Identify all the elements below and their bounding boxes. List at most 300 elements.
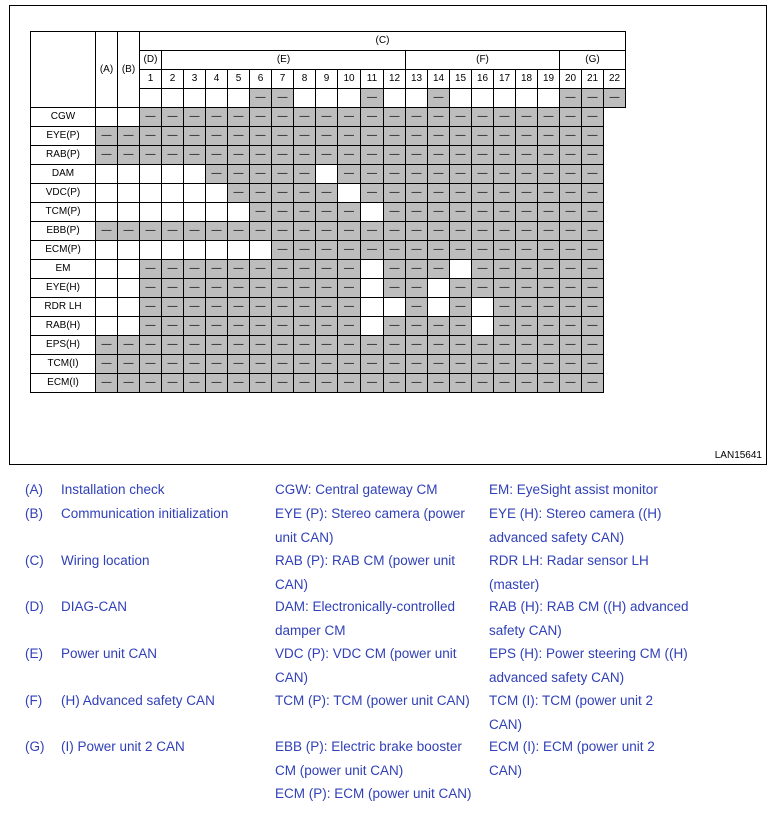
- dash-cell: —: [472, 146, 494, 165]
- dash-cell: —: [450, 317, 472, 336]
- blank-cell: [516, 89, 538, 108]
- dash-cell: —: [406, 222, 428, 241]
- table-row: [31, 146, 626, 165]
- dash-cell: —: [516, 203, 538, 222]
- dash-cell: —: [184, 336, 206, 355]
- blank-cell: [162, 241, 184, 260]
- group-header-f: (F): [406, 51, 560, 70]
- column-number: 8: [294, 70, 316, 89]
- dash-cell: —: [361, 222, 384, 241]
- dash-cell: —: [450, 222, 472, 241]
- row-label: TCM(I): [31, 355, 96, 374]
- dash-cell: —: [316, 108, 338, 127]
- dash-cell: —: [338, 108, 361, 127]
- dash-cell: —: [228, 279, 250, 298]
- dash-cell: —: [560, 127, 582, 146]
- dash-cell: —: [162, 279, 184, 298]
- dash-cell: —: [206, 108, 228, 127]
- blank-cell: [96, 260, 118, 279]
- dash-cell: —: [206, 317, 228, 336]
- dash-cell: —: [361, 184, 384, 203]
- figure-id: LAN15641: [714, 450, 762, 461]
- dash-cell: —: [494, 317, 516, 336]
- dash-cell: —: [472, 241, 494, 260]
- table-row: [31, 260, 626, 279]
- dash-cell: —: [560, 355, 582, 374]
- dash-cell: —: [538, 146, 560, 165]
- dash-cell: —: [250, 222, 272, 241]
- dash-cell: —: [582, 374, 604, 393]
- abbreviation-item: ECM (I): ECM (power unit 2 CAN): [489, 739, 655, 778]
- dash-cell: —: [582, 127, 604, 146]
- dash-cell: —: [494, 127, 516, 146]
- table-row: [31, 222, 626, 241]
- group-header-b: (B): [118, 32, 140, 108]
- dash-cell: —: [472, 108, 494, 127]
- dash-cell: —: [206, 355, 228, 374]
- dash-cell: —: [406, 127, 428, 146]
- blank-cell: [96, 279, 118, 298]
- dash-cell: —: [184, 298, 206, 317]
- dash-cell: —: [272, 222, 294, 241]
- dash-cell: —: [582, 146, 604, 165]
- dash-cell: —: [140, 279, 162, 298]
- dash-cell: —: [582, 203, 604, 222]
- dash-cell: —: [538, 222, 560, 241]
- row-label: ECM(I): [31, 374, 96, 393]
- dash-cell: —: [96, 355, 118, 374]
- column-number: 14: [428, 70, 450, 89]
- dash-cell: —: [406, 241, 428, 260]
- dash-cell: —: [428, 336, 450, 355]
- dash-cell: —: [384, 165, 406, 184]
- blank-cell: [162, 203, 184, 222]
- dash-cell: —: [450, 336, 472, 355]
- dash-cell: —: [538, 336, 560, 355]
- dash-cell: —: [472, 127, 494, 146]
- dash-cell: —: [428, 146, 450, 165]
- dash-cell: —: [250, 279, 272, 298]
- dash-cell: —: [538, 279, 560, 298]
- dash-cell: —: [184, 317, 206, 336]
- dash-cell: —: [538, 184, 560, 203]
- dash-cell: —: [228, 336, 250, 355]
- column-number: 9: [316, 70, 338, 89]
- dash-cell: —: [316, 355, 338, 374]
- abbreviation-item: EM: EyeSight assist monitor: [489, 482, 658, 497]
- abbreviation-item: ECM (P): ECM (power unit CAN): [275, 786, 472, 801]
- dash-cell: —: [494, 355, 516, 374]
- dash-cell: —: [272, 317, 294, 336]
- dash-cell: —: [428, 127, 450, 146]
- dash-cell: —: [316, 222, 338, 241]
- dash-cell: —: [406, 336, 428, 355]
- communication-matrix-table: [30, 31, 626, 393]
- dash-cell: —: [338, 203, 361, 222]
- dash-cell: —: [494, 241, 516, 260]
- dash-cell: —: [338, 165, 361, 184]
- dash-cell: —: [516, 355, 538, 374]
- dash-cell: —: [272, 260, 294, 279]
- row-label: RAB(P): [31, 146, 96, 165]
- dash-cell: —: [406, 279, 428, 298]
- dash-cell: —: [361, 336, 384, 355]
- dash-cell: —: [406, 108, 428, 127]
- blank-cell: [162, 89, 184, 108]
- blank-cell: [118, 108, 140, 127]
- dash-cell: —: [140, 374, 162, 393]
- dash-cell: —: [428, 108, 450, 127]
- table-row: [31, 108, 626, 127]
- dash-cell: —: [406, 317, 428, 336]
- blank-cell: [118, 184, 140, 203]
- dash-cell: —: [316, 279, 338, 298]
- dash-cell: —: [582, 336, 604, 355]
- dash-cell: —: [250, 146, 272, 165]
- legend-code: (C): [25, 553, 44, 568]
- blank-cell: [118, 298, 140, 317]
- dash-cell: —: [272, 108, 294, 127]
- blank-cell: [140, 241, 162, 260]
- dash-cell: —: [162, 260, 184, 279]
- dash-cell: —: [206, 336, 228, 355]
- dash-cell: —: [560, 89, 582, 108]
- dash-cell: —: [228, 127, 250, 146]
- blank-cell: [450, 89, 472, 108]
- dash-cell: —: [316, 241, 338, 260]
- corner-cell: [31, 32, 96, 108]
- blank-cell: [472, 298, 494, 317]
- dash-cell: —: [184, 146, 206, 165]
- row-label: CGW: [31, 108, 96, 127]
- dash-cell: —: [516, 127, 538, 146]
- figure-frame: [9, 5, 767, 465]
- dash-cell: —: [316, 317, 338, 336]
- abbreviation-item: TCM (P): TCM (power unit CAN): [275, 693, 470, 708]
- dash-cell: —: [406, 184, 428, 203]
- dash-cell: —: [494, 203, 516, 222]
- blank-cell: [472, 317, 494, 336]
- dash-cell: —: [294, 203, 316, 222]
- legend-code: (B): [25, 506, 43, 521]
- dash-cell: —: [96, 336, 118, 355]
- dash-cell: —: [472, 336, 494, 355]
- table-row: [31, 184, 626, 203]
- dash-cell: —: [162, 374, 184, 393]
- dash-cell: —: [384, 203, 406, 222]
- dash-cell: —: [140, 127, 162, 146]
- dash-cell: —: [560, 241, 582, 260]
- column-number: 10: [338, 70, 361, 89]
- dash-cell: —: [184, 108, 206, 127]
- dash-cell: —: [140, 317, 162, 336]
- dash-cell: —: [384, 241, 406, 260]
- dash-cell: —: [494, 108, 516, 127]
- dash-cell: —: [450, 279, 472, 298]
- dash-cell: —: [494, 184, 516, 203]
- dash-cell: —: [384, 108, 406, 127]
- dash-cell: —: [494, 298, 516, 317]
- dash-cell: —: [582, 184, 604, 203]
- dash-cell: —: [428, 355, 450, 374]
- blank-cell: [361, 279, 384, 298]
- column-number: 21: [582, 70, 604, 89]
- blank-cell: [118, 241, 140, 260]
- dash-cell: —: [184, 355, 206, 374]
- dash-cell: —: [294, 317, 316, 336]
- dash-cell: —: [294, 260, 316, 279]
- dash-cell: —: [361, 127, 384, 146]
- dash-cell: —: [316, 260, 338, 279]
- dash-cell: —: [384, 317, 406, 336]
- column-number: 3: [184, 70, 206, 89]
- dash-cell: —: [384, 355, 406, 374]
- dash-cell: —: [316, 203, 338, 222]
- dash-cell: —: [406, 374, 428, 393]
- dash-cell: —: [450, 241, 472, 260]
- dash-cell: —: [582, 165, 604, 184]
- dash-cell: —: [472, 374, 494, 393]
- dash-cell: —: [582, 260, 604, 279]
- dash-cell: —: [338, 222, 361, 241]
- dash-cell: —: [250, 260, 272, 279]
- dash-cell: —: [450, 355, 472, 374]
- dash-cell: —: [428, 241, 450, 260]
- table-row: [31, 203, 626, 222]
- dash-cell: —: [361, 165, 384, 184]
- dash-cell: —: [582, 355, 604, 374]
- dash-cell: —: [272, 279, 294, 298]
- dash-cell: —: [472, 184, 494, 203]
- dash-cell: —: [184, 374, 206, 393]
- column-number: 2: [162, 70, 184, 89]
- abbreviation-item: DAM: Electronically-controlled damper CM: [275, 599, 456, 638]
- dash-cell: —: [582, 317, 604, 336]
- dash-cell: —: [516, 108, 538, 127]
- column-number: 6: [250, 70, 272, 89]
- dash-cell: —: [560, 260, 582, 279]
- dash-cell: —: [516, 336, 538, 355]
- dash-cell: —: [118, 336, 140, 355]
- dash-cell: —: [538, 108, 560, 127]
- dash-cell: —: [316, 336, 338, 355]
- row-label: EM: [31, 260, 96, 279]
- dash-cell: —: [272, 146, 294, 165]
- dash-cell: —: [294, 355, 316, 374]
- legend-code-text: DIAG-CAN: [61, 599, 128, 614]
- dash-cell: —: [384, 279, 406, 298]
- dash-cell: —: [516, 260, 538, 279]
- dash-cell: —: [294, 298, 316, 317]
- blank-cell: [228, 241, 250, 260]
- dash-cell: —: [338, 298, 361, 317]
- table-row: [31, 374, 626, 393]
- dash-cell: —: [294, 108, 316, 127]
- abbreviation-item: RAB (H): RAB CM ((H) advanced safety CAN): [489, 599, 689, 638]
- dash-cell: —: [428, 317, 450, 336]
- dash-cell: —: [384, 374, 406, 393]
- dash-cell: —: [162, 317, 184, 336]
- dash-cell: —: [560, 279, 582, 298]
- dash-cell: —: [316, 146, 338, 165]
- blank-cell: [184, 184, 206, 203]
- dash-cell: —: [316, 374, 338, 393]
- dash-cell: —: [118, 355, 140, 374]
- dash-cell: —: [406, 165, 428, 184]
- legend-code-text: Communication initialization: [61, 506, 229, 521]
- dash-cell: —: [184, 279, 206, 298]
- dash-cell: —: [272, 127, 294, 146]
- blank-cell: [140, 89, 162, 108]
- blank-cell: [96, 317, 118, 336]
- dash-cell: —: [338, 279, 361, 298]
- dash-cell: —: [384, 146, 406, 165]
- group-header-d: (D): [140, 51, 162, 70]
- blank-cell: [96, 165, 118, 184]
- row-label: ECM(P): [31, 241, 96, 260]
- blank-cell: [294, 89, 316, 108]
- dash-cell: —: [250, 184, 272, 203]
- blank-cell: [96, 241, 118, 260]
- blank-cell: [316, 89, 338, 108]
- dash-cell: —: [361, 355, 384, 374]
- blank-cell: [96, 108, 118, 127]
- dash-cell: —: [494, 336, 516, 355]
- column-number: 12: [384, 70, 406, 89]
- blank-cell: [250, 241, 272, 260]
- dash-cell: —: [538, 203, 560, 222]
- column-number: 17: [494, 70, 516, 89]
- row-label: EYE(H): [31, 279, 96, 298]
- dash-cell: —: [560, 203, 582, 222]
- dash-cell: —: [316, 298, 338, 317]
- blank-cell: [338, 184, 361, 203]
- dash-cell: —: [206, 260, 228, 279]
- dash-cell: —: [206, 279, 228, 298]
- dash-cell: —: [250, 165, 272, 184]
- dash-cell: —: [272, 336, 294, 355]
- dash-cell: —: [450, 127, 472, 146]
- dash-cell: —: [516, 165, 538, 184]
- dash-cell: —: [406, 355, 428, 374]
- row-label: EPS(H): [31, 336, 96, 355]
- dash-cell: —: [338, 336, 361, 355]
- header-row-1: [31, 32, 626, 51]
- dash-cell: —: [538, 374, 560, 393]
- table-row: [31, 241, 626, 260]
- dash-cell: —: [516, 184, 538, 203]
- dash-cell: —: [582, 279, 604, 298]
- blank-cell: [140, 203, 162, 222]
- blank-cell: [472, 89, 494, 108]
- dash-cell: —: [272, 298, 294, 317]
- dash-cell: —: [516, 222, 538, 241]
- dash-cell: —: [538, 298, 560, 317]
- dash-cell: —: [118, 127, 140, 146]
- dash-cell: —: [272, 89, 294, 108]
- dash-cell: —: [228, 374, 250, 393]
- legend-code: (A): [25, 482, 43, 497]
- dash-cell: —: [538, 260, 560, 279]
- dash-cell: —: [250, 127, 272, 146]
- dash-cell: —: [560, 336, 582, 355]
- dash-cell: —: [428, 222, 450, 241]
- blank-cell: [162, 184, 184, 203]
- blank-cell: [206, 184, 228, 203]
- dash-cell: —: [250, 336, 272, 355]
- dash-cell: —: [406, 203, 428, 222]
- blank-cell: [406, 89, 428, 108]
- dash-cell: —: [96, 146, 118, 165]
- dash-cell: —: [538, 317, 560, 336]
- abbreviation-item: EPS (H): Power steering CM ((H) advanced safety CAN): [489, 646, 688, 685]
- dash-cell: —: [272, 355, 294, 374]
- dash-cell: —: [560, 108, 582, 127]
- blank-cell: [184, 203, 206, 222]
- blank-cell: [361, 260, 384, 279]
- dash-cell: —: [140, 298, 162, 317]
- column-number: 16: [472, 70, 494, 89]
- dash-cell: —: [96, 374, 118, 393]
- row-label: RAB(H): [31, 317, 96, 336]
- dash-cell: —: [494, 165, 516, 184]
- group-header-a: (A): [96, 32, 118, 108]
- dash-cell: —: [516, 241, 538, 260]
- dash-cell: —: [361, 108, 384, 127]
- legend-code-text: (I) Power unit 2 CAN: [61, 739, 185, 754]
- blank-cell: [428, 298, 450, 317]
- dash-cell: —: [450, 165, 472, 184]
- abbreviation-item: RDR LH: Radar sensor LH (master): [489, 553, 649, 592]
- abbreviation-item: VDC (P): VDC CM (power unit CAN): [275, 646, 457, 685]
- dash-cell: —: [162, 336, 184, 355]
- table-row: [31, 298, 626, 317]
- dash-cell: —: [516, 317, 538, 336]
- dash-cell: —: [206, 127, 228, 146]
- blank-cell: [206, 241, 228, 260]
- dash-cell: —: [560, 222, 582, 241]
- blank-cell: [361, 203, 384, 222]
- column-number: 20: [560, 70, 582, 89]
- dash-cell: —: [450, 184, 472, 203]
- dash-cell: —: [250, 355, 272, 374]
- dash-cell: —: [338, 317, 361, 336]
- dash-cell: —: [272, 241, 294, 260]
- blank-cell: [96, 298, 118, 317]
- abbreviation-item: CGW: Central gateway CM: [275, 482, 438, 497]
- dash-cell: —: [338, 355, 361, 374]
- blank-cell: [384, 298, 406, 317]
- blank-cell: [361, 317, 384, 336]
- row-label: EYE(P): [31, 127, 96, 146]
- dash-cell: —: [538, 241, 560, 260]
- dash-cell: —: [294, 374, 316, 393]
- column-number: 5: [228, 70, 250, 89]
- table-row: [31, 336, 626, 355]
- dash-cell: —: [516, 279, 538, 298]
- dash-cell: —: [472, 222, 494, 241]
- row-label: EBB(P): [31, 222, 96, 241]
- dash-cell: —: [538, 165, 560, 184]
- dash-cell: —: [118, 222, 140, 241]
- group-header-g: (G): [560, 51, 626, 70]
- dash-cell: —: [272, 203, 294, 222]
- dash-cell: —: [384, 260, 406, 279]
- blank-cell: [228, 203, 250, 222]
- dash-cell: —: [472, 203, 494, 222]
- blank-cell: [494, 89, 516, 108]
- blank-cell: [118, 279, 140, 298]
